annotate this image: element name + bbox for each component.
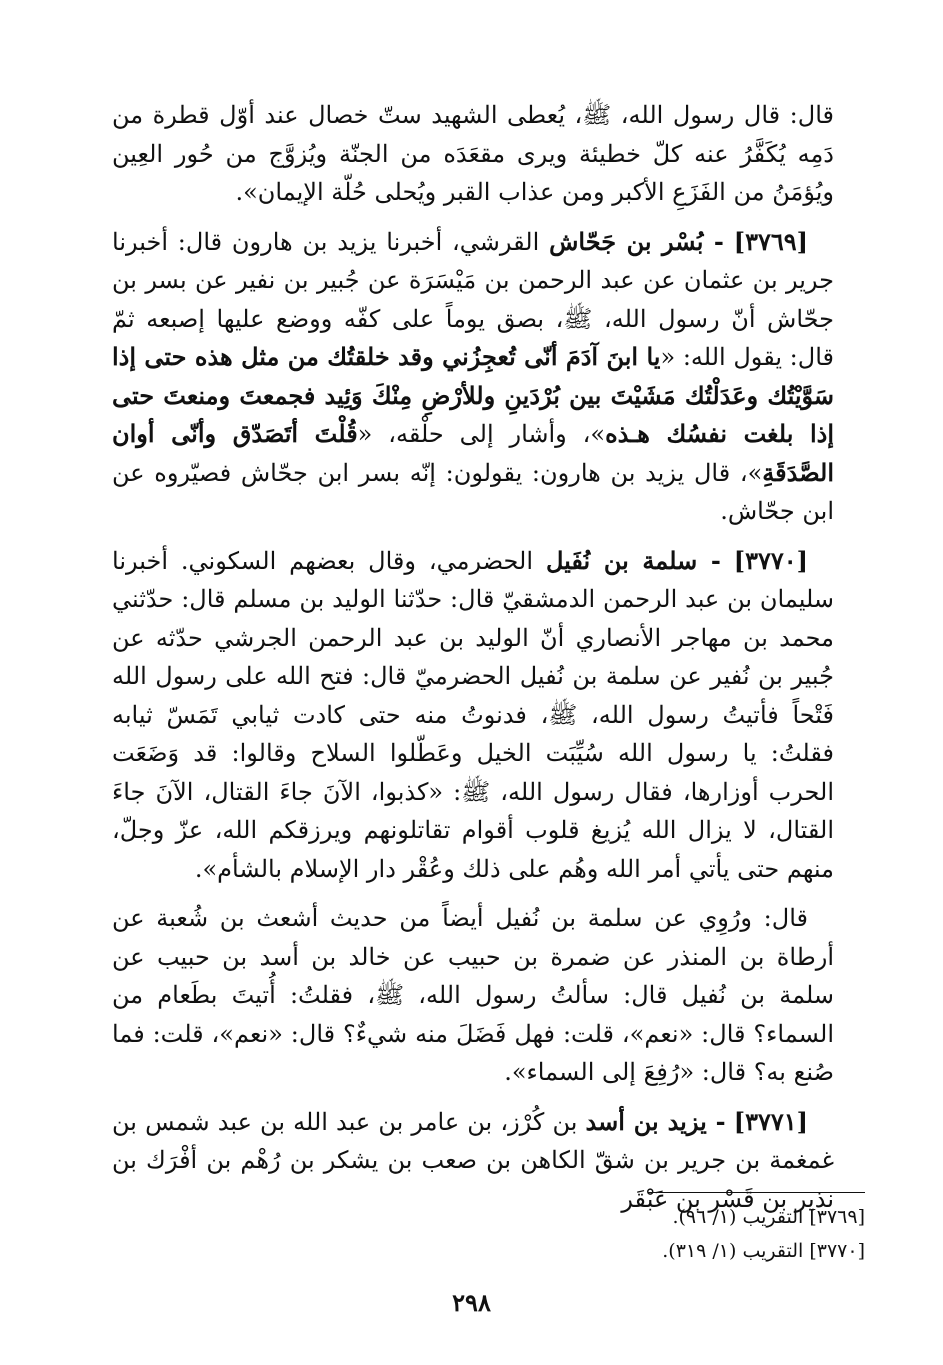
- entry-number: [٣٧٦٩]: [733, 226, 808, 256]
- page-number: ٢٩٨: [452, 1288, 491, 1317]
- footnotes: [465, 1200, 865, 1268]
- riwaya-paragraph: قال: ورُوِي عن سلمة بن نُفيل أيضاً من حديث أشعث بن شُعبة عن أرطاة بن المنذر عن ضمرة بن حبيب عن خالد بن أسد بن حبيب عن سلمة بن نُفيل قال: سألتُ رسول الله، ﷺ، فقلتُ: أُتيتَ بطَعام من السماء؟ قال: «نعم»، قلت: فهل فَضَلَ منه شيءٌ؟ قال: «نعم»، قلت: فما صُنع به؟ قال: «رُفِعَ إلى السماء».: [112, 904, 834, 1086]
- entry-number: [٣٧٧٠]: [733, 545, 808, 575]
- entry-3770: [112, 542, 834, 889]
- entry-text: »، وأشار إلى حلْقه، «: [357, 420, 606, 448]
- entry-number: [٣٧٧١]: [733, 1106, 808, 1136]
- footnote-3769: [٣٧٦٩] التقريب (١/ ٩٦).: [672, 1206, 865, 1228]
- entry-name: - بُسْر بن جَحّاش: [549, 226, 724, 256]
- footnote-separator: [648, 1192, 865, 1193]
- footnote-3770: [٣٧٧٠] التقريب (١/ ٣١٩).: [662, 1240, 865, 1262]
- hadith-quote: يا ابنَ آدَمَ أنّى تُعجِزُني وقد خلقتُك من مثل هذه حتى إذا سَوَّيْتُك وعَدَلْتُك مَشَيْتَ بين بُرْدَينِ وللأرْضِ مِنْكَ وَئِيد فجمعتَ ومنعتَ حتى إذا بلغت نفسُك هـذه: [112, 342, 834, 448]
- main-text: [112, 96, 834, 1229]
- hadith-quote: قُلْتَ أتَصَدّق وأنّى أوان الصَّدَقَةِ: [112, 419, 834, 487]
- entry-text: القرشي، أخبرنا يزيد بن هارون قال: أخبرنا جرير بن عثمان عن عبد الرحمن بن مَيْسَرَة عن جُبير بن نفير عن بسر بن جحّاش أنّ رسول الله، ﷺ، بصق يوماً على كفّه ووضع عليها إصبعه ثمّ قال: يقول الله: «: [112, 227, 834, 371]
- entry-3769: [112, 223, 834, 531]
- entry-text: بن كُرْز، بن عامر بن عبد الله بن عبد شمس بن غمغمة بن جرير بن شقّ الكاهن بن صعب بن يشكر بن رُهْم بن أفْرَك بن نذير بن قَسْر بن عَبْقَر: [112, 1107, 834, 1213]
- entry-text: »، قال يزيد بن هارون: يقولون: إنّه بسر ابن جحّاش فصيّروه عن ابن جحّاش.: [112, 458, 834, 525]
- entry-name: - يزيد بن أسد: [585, 1106, 726, 1136]
- hadith-continuation-paragraph: قال: قال رسول الله، ﷺ، يُعطى الشهيد ستّ خصال عند أوّل قطرة من دَمِه يُكَفَّرُ عنه كلّ خطيئة ويرى مقعَدَه من الجنّة ويُزوَّج من حُور العِين ويُؤمَنُ من الفَزَعِ الأكبر ومن عذاب القبر ويُحلى حُلّة الإيمان».: [112, 101, 834, 206]
- entry-name: - سلمة بن نُفَيل: [545, 545, 721, 575]
- entry-text: الحضرمي، وقال بعضهم السكوني. أخبرنا سليمان بن عبد الرحمن الدمشقيّ قال: حدّثنا الوليد بن مسلم قال: حدّثني محمد بن مهاجر الأنصاري أنّ الوليد بن عبد الرحمن الجرشي حدّثه عن جُبير بن نُفير عن سلمة بن نُفيل الحضرميّ قال: فتح الله على رسول الله فَتْحاً فأتيتُ رسول الله، ﷺ، فدنوتُ منه حتى كادت ثيابي تَمَسّ ثيابه فقلتُ: يا رسول الله سُيِّبَت الخيل وعَطّلوا السلاح وقالوا: قد وَضَعَت الحرب أوزارها، فقال رسول الله، ﷺ: «كذبوا، الآنَ جاءَ القتال، الآنَ جاءَ القتال، لا يزال الله يُزيغ قلوب أقوام تقاتلونهم ويرزقكم الله، عزّ وجلّ، منهم حتى يأتي أمر الله وهُم على ذلك وعُقْر دار الإسلام بالشأم».: [112, 546, 834, 883]
